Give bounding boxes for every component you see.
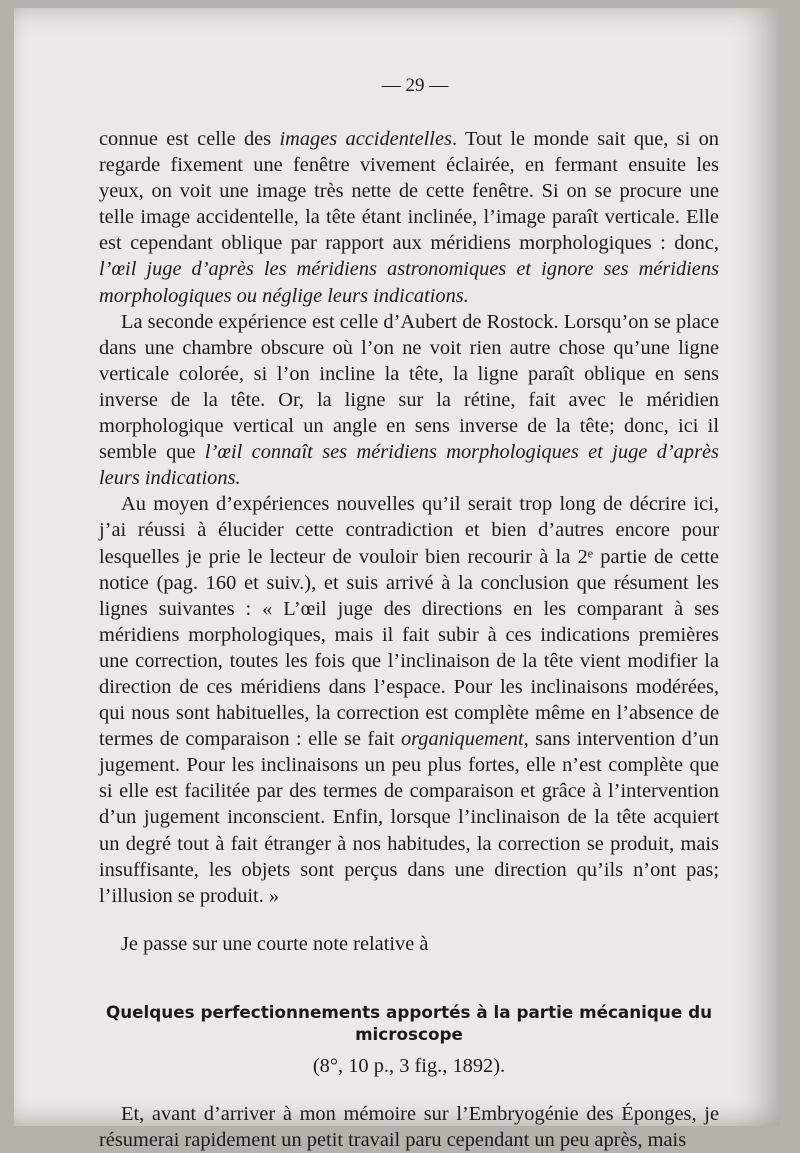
paragraph-embryogenie: Et, avant d’arriver à mon mémoire sur l’Embryogénie des Éponges, je résumerai rapidement un petit travail paru cependant un peu après, mais [99,1102,719,1151]
paragraph-aubert-experiment [99,309,719,492]
text-run: , sans intervention d’un jugement. Pour les inclinaisons un peu plus fortes, elle n’est complète que si elle est facilitée par des termes de comparaison et grâce à l’intervention d’un jugement inconscient. Enfin, lorsque l’inclinaison de la tête acquiert un degré tout à fait étranger à nos habitudes, la correction se produit, mais insuffisante, les objets sont perçus dans une direction qu’ils n’ont pas; l’illusion se produit. » [99,728,719,907]
paragraph-transition: Je passe sur une courte note relative à [121,932,429,955]
text-column [99,74,719,1153]
paragraph-images-accidentelles [99,126,719,309]
italic-text-run: l’œil connaît ses méridiens morphologiques et juge d’après leurs indications. [99,441,719,490]
text-run: Au moyen d’expériences nouvelles qu’il serait trop long de décrire ici, j’ai réussi à élucider cette contradiction et bien d’autres encore pour lesquelles je prie le lecteur de vouloir bien recourir à la 2ᵉ partie de cette notice (pag. 160 et suiv.), et suis arrivé à la conclusion que résument les lignes suivantes : « L’œil juge des directions en les comparant à ses méridiens morphologiques, mais il fait subir à ces indications premières une correction, toutes les fois que l’inclinaison de la tête vient modifier la direction de ces méridiens dans l’espace. Pour les inclinaisons modérées, qui nous sont habituelles, la correction est complète même en l’absence de termes de comparaison : elle se fait [99,493,719,751]
paragraph-conclusion [99,491,719,909]
section-meta: (8°, 10 p., 3 fig., 1892). [312,1054,506,1077]
page-number: — 29 — [381,75,449,96]
italic-text-run: images accidentelles [279,128,452,150]
text-run: La seconde expérience est celle d’Aubert de Rostock. Lorsqu’on se place dans une chambre obscure où l’on ne voit rien autre chose qu’une ligne verticale colorée, si l’on incline la tête, la ligne paraît oblique en sens inverse de la tête. Or, la ligne sur la rétine, fait avec le méridien morphologique vertical un angle en sens inverse de la tête; donc, ici il semble que [99,310,719,464]
italic-text-run: l’œil juge d’après les méridiens astronomiques et ignore ses méridiens morphologiques ou néglige leurs indications. [99,258,719,307]
text-run: connue est celle des [99,128,280,150]
section-title: Quelques perfectionnements apportés à la partie mécanique du microscope [105,1001,713,1044]
italic-text-run: organiquement [400,728,524,751]
page [14,8,780,1151]
text-run: . Tout le monde sait que, si on regarde fixement une fenêtre vivement éclairée, en fermant ensuite les yeux, on voit une image très nette de cette fenêtre. Si on se procure une telle image accidentelle, la tête étant inclinée, l’image paraît verticale. Elle est cependant oblique par rapport aux méridiens morphologiques : donc, [99,128,719,255]
